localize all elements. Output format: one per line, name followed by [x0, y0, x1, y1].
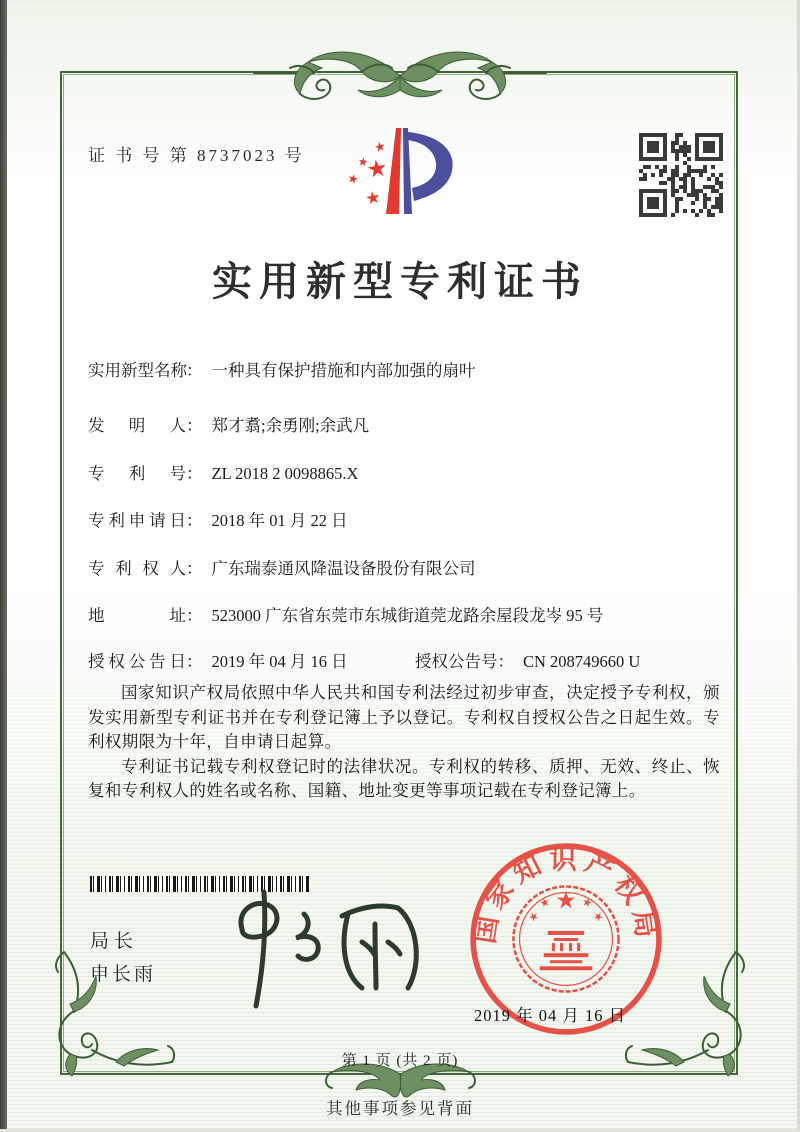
national-emblem-icon [513, 886, 618, 991]
field-colon: ： [186, 464, 203, 483]
field-value: 广东瑞泰通风降温设备股份有限公司 [211, 559, 476, 578]
certificate-number: 证 书 号 第 8737023 号 [88, 146, 305, 165]
field-label: 授权公告号 [415, 652, 498, 671]
field-colon: ： [186, 361, 203, 380]
field-colon: ： [186, 652, 203, 671]
field-grant-date [88, 652, 348, 671]
field-label: 授权公告日 [88, 652, 186, 671]
field-row-patentee [88, 555, 736, 579]
field-colon: ： [497, 652, 514, 671]
field-label: 专利号 [88, 464, 186, 483]
legal-paragraph-1: 国家知识产权局依照中华人民共和国专利法经过初步审查，决定授予专利权，颁发实用新型专利证书并在专利登记簿上予以登记。专利权自授权公告之日起生效。专利权期限为十年，自申请日起算。 [88, 683, 720, 751]
legal-paragraph-2: 专利证书记载专利权登记时的法律状况。专利权的转移、质押、无效、终止、恢复和专利权人的姓名或名称、国籍、地址变更等事项记载在专利登记簿上。 [88, 756, 720, 800]
top-center-flourish-icon [250, 42, 550, 114]
commissioner-title: 局长 [90, 931, 139, 952]
field-value: CN 208749660 U [523, 652, 641, 671]
field-row-grant [88, 648, 736, 672]
field-label: 专利申请日 [88, 511, 186, 530]
page-number: 第 1 页 (共 2 页) [341, 1053, 459, 1069]
field-row-address [88, 602, 736, 626]
field-label: 实用新型名称 [88, 361, 187, 380]
field-row-name [88, 357, 736, 381]
qr-code [636, 130, 726, 220]
cnipa-logo-icon [330, 116, 510, 238]
field-colon: ： [186, 416, 203, 435]
seal-ring-text: 国家知识产权局 [469, 844, 663, 946]
field-value: 523000 广东省东莞市东城街道莞龙路余屋段龙岑 95 号 [211, 606, 604, 625]
field-value: 2018 年 01 月 22 日 [211, 511, 348, 530]
back-note: 其他事项参见背面 [326, 1099, 474, 1118]
field-value: 一种具有保护措施和内部加强的扇叶 [211, 361, 476, 380]
commissioner-name: 申长雨 [90, 964, 157, 985]
field-value: ZL 2018 2 0098865.X [211, 464, 359, 483]
seal-date: 2019 年 04 月 16 日 [474, 1006, 627, 1025]
field-colon: ： [186, 511, 203, 530]
field-row-inventors [88, 412, 736, 436]
field-colon: ： [186, 559, 203, 578]
field-value: 郑才翥;余勇刚;余武凡 [211, 416, 370, 435]
field-colon: ： [186, 606, 203, 625]
field-label: 发明人 [88, 416, 186, 435]
field-value: 2019 年 04 月 16 日 [211, 652, 348, 671]
legal-text [88, 681, 720, 804]
field-row-filing-date [88, 507, 736, 531]
certificate-title: 实用新型专利证书 [212, 259, 588, 304]
field-label: 专利权人 [88, 559, 186, 578]
field-grant-number [415, 648, 640, 672]
field-label: 地址 [88, 606, 186, 625]
handwritten-signature [212, 884, 447, 1016]
field-row-patent-number [88, 460, 736, 484]
scan-edge-left [0, 0, 7, 1132]
